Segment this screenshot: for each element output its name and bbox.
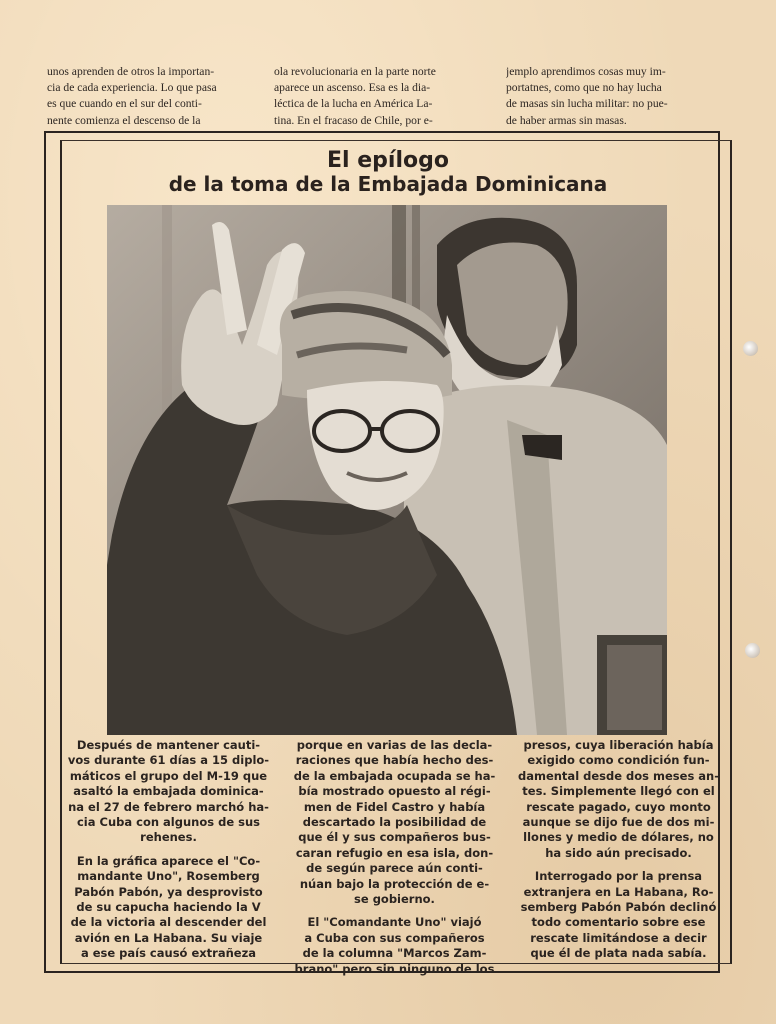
- text-line: porque en varias de las decla-: [296, 738, 493, 752]
- text-line: a ese país causó extrañeza: [80, 946, 257, 961]
- text-line: ola revolucionaria en la parte norte: [274, 65, 436, 78]
- text-line: todo comentario sobre ese: [531, 915, 706, 930]
- text-line: de haber armas sin masas.: [506, 113, 627, 127]
- top-column-2: [274, 64, 484, 129]
- text-line: se gobierno.: [354, 892, 435, 907]
- text-line: semberg Pabón Pabón declinó: [520, 900, 717, 915]
- paragraph: [292, 915, 497, 977]
- text-line: presos, cuya liberación había: [523, 738, 714, 752]
- text-line: tina. En el fracaso de Chile, por e-: [274, 113, 433, 127]
- text-line: vos durante 61 días a 15 diplo-: [67, 753, 270, 768]
- text-line: damental desde dos meses an-: [517, 768, 720, 783]
- paragraph: [292, 738, 497, 907]
- paragraph: [66, 738, 271, 846]
- text-line: brano" pero sin ninguno de los: [294, 961, 495, 976]
- text-line: núan bajo la protección de e-: [299, 876, 490, 891]
- text-line: nente comienza el descenso de la: [47, 113, 201, 127]
- text-line: Después de mantener cauti-: [76, 738, 261, 752]
- paragraph-gap: [292, 907, 497, 915]
- text-line: Interrogado por la prensa: [534, 869, 703, 884]
- text-line: Pabón Pabón, ya desprovisto: [74, 884, 263, 899]
- news-photo: [107, 205, 667, 735]
- article-column-2: [292, 738, 497, 977]
- text-line: es que cuando en el sur del conti-: [47, 97, 202, 111]
- paragraph-gap: [66, 846, 271, 854]
- text-line: a Cuba con sus compañeros: [304, 930, 485, 945]
- text-line: rescate limitándose a decir: [530, 930, 707, 945]
- text-line: ha sido aún precisado.: [545, 845, 692, 860]
- text-line: de según parece aún conti-: [306, 861, 483, 876]
- punch-hole-icon: [745, 643, 760, 658]
- top-column-1: [47, 64, 257, 129]
- text-line: unos aprenden de otros la importan-: [47, 65, 215, 78]
- text-line: descartado la posibilidad de: [302, 815, 487, 830]
- text-line: En la gráfica aparece el "Co-: [76, 853, 261, 868]
- text-line: raciones que había hecho des-: [295, 753, 494, 768]
- text-line: avión en La Habana. Su viaje: [74, 930, 263, 945]
- text-line: bía mostrado opuesto al régi-: [298, 784, 491, 799]
- paragraph-gap: [516, 861, 721, 869]
- article-column-3: [516, 738, 721, 962]
- text-line: de la victoria al descender del: [70, 915, 267, 930]
- article-column-1: [66, 738, 271, 962]
- text-line: jemplo aprendimos cosas muy im-: [506, 65, 666, 78]
- text-line: máticos el grupo del M-19 que: [69, 768, 268, 783]
- text-line: tes. Simplemente llegó con el: [522, 784, 715, 799]
- paragraph: [66, 854, 271, 962]
- text-line: de la columna "Marcos Zam-: [302, 946, 487, 961]
- paragraph: [516, 869, 721, 961]
- text-line: llones y medio de dólares, no: [523, 830, 714, 845]
- text-line: rescate pagado, cuyo monto: [526, 799, 711, 814]
- text-line: aunque se dijo fue de dos mi-: [522, 815, 715, 830]
- text-line: léctica de la lucha en América La-: [274, 97, 433, 111]
- text-line: que él de plata nada sabía.: [530, 946, 707, 961]
- headline-line-2: de la toma de la Embajada Dominicana: [168, 172, 608, 196]
- text-line: de su capucha haciendo la V: [76, 900, 261, 915]
- text-line: na el 27 de febrero marchó ha-: [68, 799, 269, 814]
- headline-line-1: El epílogo: [327, 148, 449, 173]
- text-line: men de Fidel Castro y había: [303, 799, 486, 814]
- text-line: extranjera en La Habana, Ro-: [523, 884, 714, 899]
- text-line: aparece un ascenso. Esa es la dia-: [274, 81, 431, 95]
- text-line: cia de cada experiencia. Lo que pasa: [47, 81, 217, 95]
- top-column-3: [506, 64, 716, 129]
- text-line: cia Cuba con algunos de sus: [76, 815, 261, 830]
- text-line: portatnes, como que no hay lucha: [506, 81, 662, 95]
- text-line: caran refugio en esa isla, don-: [295, 845, 494, 860]
- paragraph: [516, 738, 721, 861]
- text-line: rehenes.: [140, 830, 197, 845]
- text-line: El "Comandante Uno" viajó: [307, 915, 482, 930]
- text-line: exigido como condición fun-: [527, 753, 710, 768]
- punch-hole-icon: [743, 341, 758, 356]
- text-line: que él y sus compañeros bus-: [298, 830, 491, 845]
- text-line: asaltó la embajada dominica-: [73, 784, 264, 799]
- text-line: mandante Uno", Rosemberg: [77, 869, 260, 884]
- text-line: de la embajada ocupada se ha-: [293, 768, 496, 783]
- text-line: de masas sin lucha militar: no pue-: [506, 97, 668, 111]
